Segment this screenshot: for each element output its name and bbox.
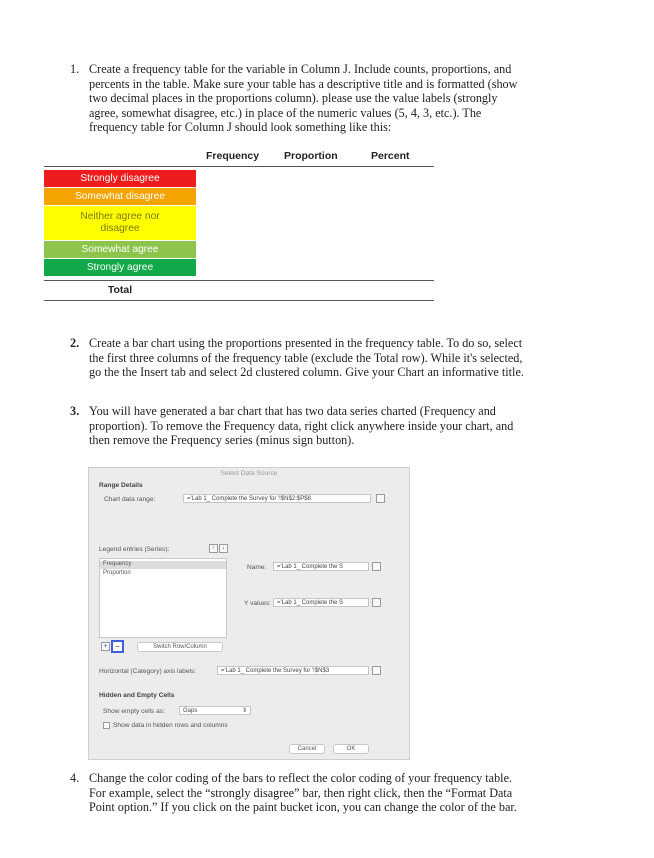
text-line: Create a bar chart using the proportions presented in the frequency table. To do so, select bbox=[89, 336, 523, 350]
text-line: Point option.” If you click on the paint bucket icon, you can change the color of the bar. bbox=[89, 800, 517, 815]
show-hidden-label: Show data in hidden rows and columns bbox=[113, 722, 228, 729]
series-item[interactable]: Frequency bbox=[103, 561, 132, 567]
legend-entries-label: Legend entries (Series): bbox=[99, 546, 170, 553]
item-number-3: 3. bbox=[70, 404, 80, 418]
row-label: Strongly agree bbox=[86, 261, 154, 273]
row-strongly-agree bbox=[44, 259, 196, 276]
header-frequency: Frequency bbox=[206, 150, 260, 162]
text-line: proportion). To remove the Frequency data, right click anywhere inside your chart, and bbox=[89, 418, 514, 433]
horizontal-axis-label: Horizontal (Category) axis labels: bbox=[99, 668, 197, 675]
switch-row-column-button[interactable]: Switch Row/Column bbox=[137, 642, 223, 652]
item-number-4: 4. bbox=[70, 771, 80, 785]
show-empty-value: Gaps bbox=[183, 708, 198, 714]
select-data-source-dialog bbox=[88, 467, 410, 760]
add-series-button[interactable]: + bbox=[101, 642, 110, 651]
y-values-label: Y values: bbox=[244, 600, 272, 607]
text-line: go the the Insert tab and select 2d clustered column. Give your Chart an informative title. bbox=[89, 365, 524, 380]
y-values-input[interactable]: ='Lab 1_ Complete the S bbox=[273, 598, 369, 607]
text-line: then remove the Frequency series (minus sign button). bbox=[89, 433, 355, 448]
table-top-rule bbox=[44, 166, 434, 167]
y-values-picker-icon[interactable] bbox=[372, 598, 381, 607]
text-line: For example, select the “strongly disagree” bar, then right click, then the “Format Data bbox=[89, 785, 513, 800]
total-label: Total bbox=[107, 284, 133, 296]
row-strongly-disagree bbox=[44, 170, 196, 187]
dialog-title: Select Data Source bbox=[220, 470, 278, 477]
text-line: agree, somewhat disagree, etc.) in place of the numeric values (5, 4, 3, etc.). The bbox=[89, 105, 482, 120]
dropdown-arrow-icon: ⇕ bbox=[241, 708, 247, 714]
name-picker-icon[interactable] bbox=[372, 562, 381, 571]
instruction-4-text bbox=[89, 771, 517, 815]
row-somewhat-agree bbox=[44, 241, 196, 258]
table-mid-rule bbox=[44, 280, 434, 281]
show-empty-label: Show empty cells as: bbox=[103, 708, 165, 715]
row-label: Somewhat disagree bbox=[74, 190, 166, 202]
text-line: frequency table for Column J should look something like this: bbox=[89, 120, 392, 135]
table-bottom-rule bbox=[44, 300, 434, 301]
instruction-1-text bbox=[89, 62, 517, 135]
header-proportion: Proportion bbox=[284, 150, 338, 162]
range-picker-icon[interactable] bbox=[376, 494, 385, 503]
text-line: percents in the table. Make sure your table has a descriptive title and is formatted (show bbox=[89, 76, 518, 91]
row-neither bbox=[44, 206, 196, 240]
text-line: Change the color coding of the bars to reflect the color coding of your frequency table. bbox=[89, 771, 513, 785]
range-details-heading: Range Details bbox=[99, 482, 143, 489]
text-line: the first three columns of the frequency table (exclude the Total row). While it's selected, bbox=[89, 350, 523, 365]
chart-range-label: Chart data range: bbox=[104, 496, 156, 503]
horizontal-axis-input[interactable]: ='Lab 1_ Complete the Survey for '!$N$3 bbox=[217, 666, 369, 675]
chart-range-input[interactable]: ='Lab 1_ Complete the Survey for '!$N$2:$P$8 bbox=[183, 494, 371, 503]
item-number-1: 1. bbox=[70, 62, 80, 76]
name-input[interactable]: ='Lab 1_ Complete the S bbox=[273, 562, 369, 571]
move-up-icon[interactable]: ↑ bbox=[209, 544, 218, 553]
hidden-empty-heading: Hidden and Empty Cells bbox=[99, 692, 175, 699]
move-down-icon[interactable]: ↓ bbox=[219, 544, 228, 553]
row-somewhat-disagree bbox=[44, 188, 196, 205]
text-line: You will have generated a bar chart that has two data series charted (Frequency and bbox=[89, 404, 496, 418]
remove-series-button[interactable]: − bbox=[111, 640, 124, 653]
text-line: two decimal places in the proportions column). please use the value labels (strongly bbox=[89, 91, 498, 106]
cancel-button[interactable]: Cancel bbox=[289, 744, 325, 754]
header-percent: Percent bbox=[371, 150, 410, 162]
row-label: Strongly disagree bbox=[80, 172, 160, 184]
text-line: Create a frequency table for the variable in Column J. Include counts, proportions, and bbox=[89, 62, 512, 76]
row-label: Neither agree nor disagree bbox=[80, 211, 160, 234]
name-label: Name: bbox=[247, 564, 267, 571]
instruction-3-text bbox=[89, 404, 513, 448]
axis-picker-icon[interactable] bbox=[372, 666, 381, 675]
ok-button[interactable]: OK bbox=[333, 744, 369, 754]
show-empty-select[interactable] bbox=[179, 706, 251, 715]
instruction-2-text bbox=[89, 336, 524, 380]
row-label: Somewhat agree bbox=[81, 243, 159, 255]
series-list[interactable] bbox=[99, 558, 227, 638]
show-hidden-checkbox[interactable] bbox=[103, 722, 110, 729]
series-item[interactable]: Proportion bbox=[103, 570, 131, 576]
item-number-2: 2. bbox=[70, 336, 80, 350]
